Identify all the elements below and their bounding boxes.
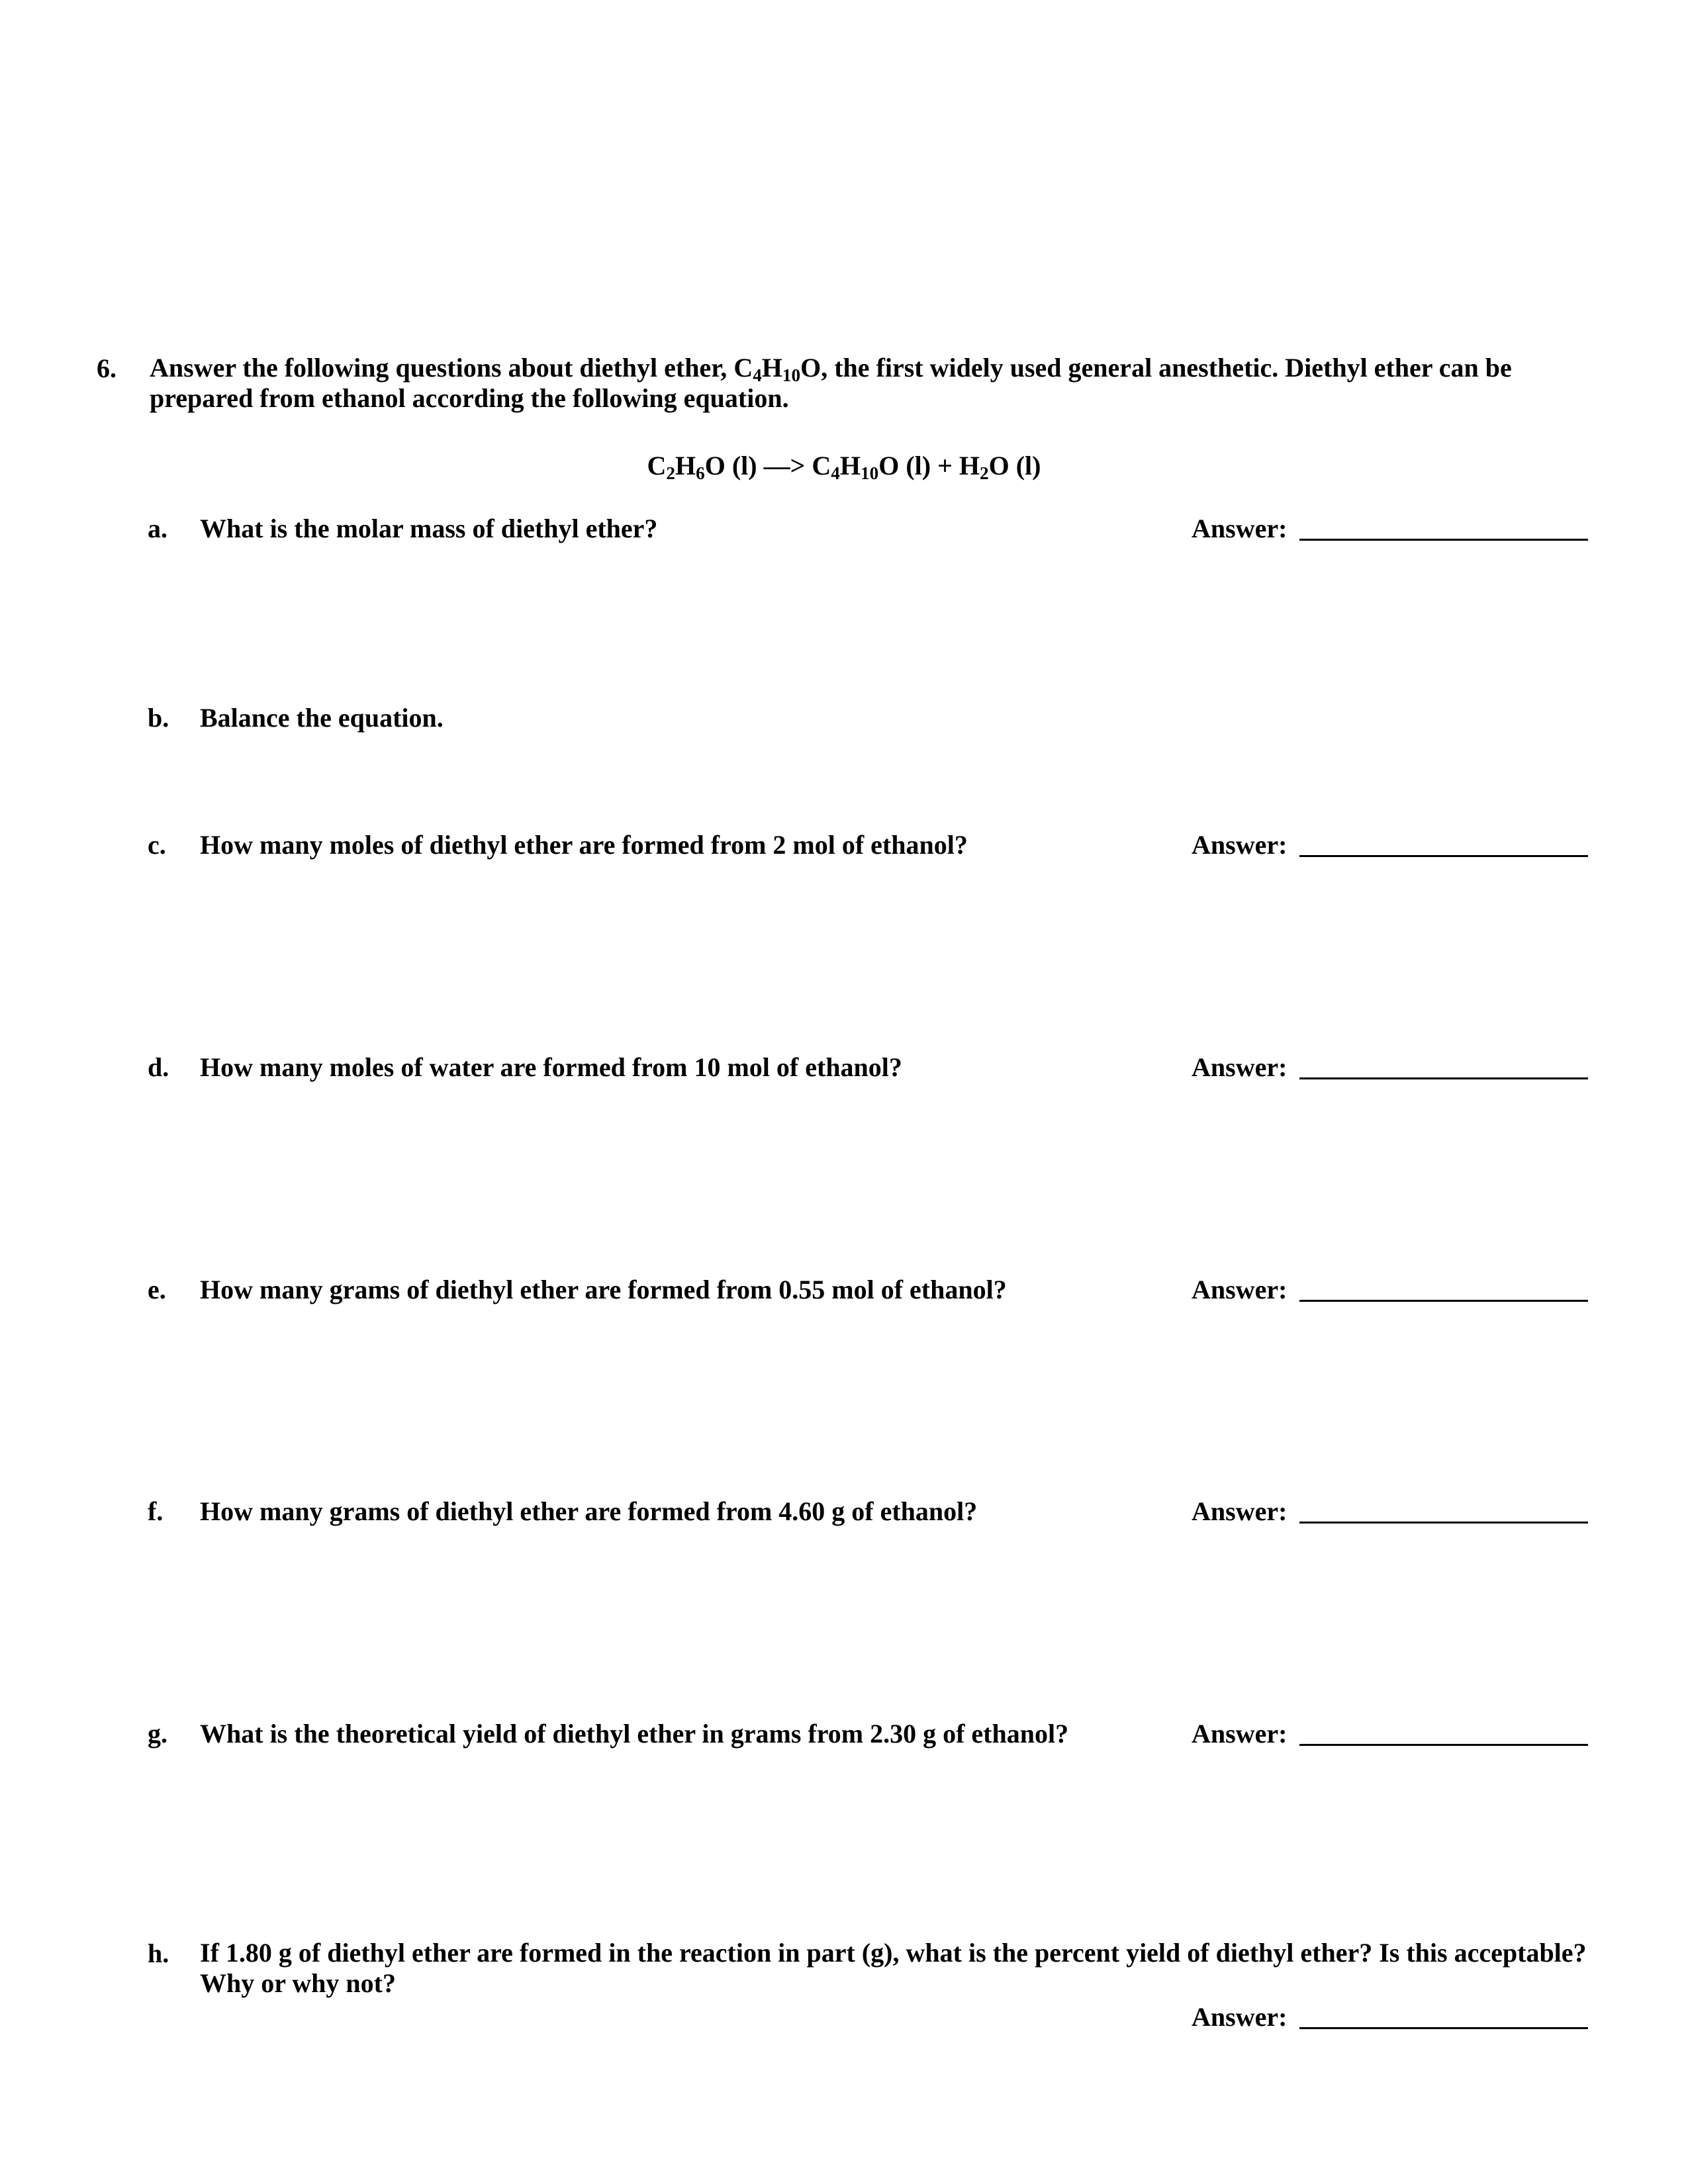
reactant-ethanol: $C_2H_6O$ xyxy=(647,451,726,483)
part-label: f. xyxy=(148,1496,164,1526)
part-question-text: How many moles of water are formed from 10 mol of ethanol? xyxy=(200,1052,902,1082)
question-number: 6. xyxy=(97,353,117,383)
answer-label: Answer: xyxy=(1192,1496,1288,1526)
answer-label: Answer: xyxy=(1192,514,1288,543)
answer-blank[interactable] xyxy=(1299,2027,1588,2029)
answer-blank[interactable] xyxy=(1299,855,1588,857)
part-question-text: What is the theoretical yield of diethyl ether in grams from 2.30 g of ethanol? xyxy=(200,1719,1069,1749)
answer-blank[interactable] xyxy=(1299,1522,1588,1524)
intro-suffix: , the first widely used general anesthetic. Diethyl ether can be prepared from ethanol according the following equation. xyxy=(150,353,1512,413)
answer-blank[interactable] xyxy=(1299,1300,1588,1302)
part-label: d. xyxy=(148,1052,169,1082)
part-label: h. xyxy=(148,1938,169,1968)
answer-label: Answer: xyxy=(1192,1719,1288,1749)
question-intro xyxy=(150,353,1593,414)
part-label: g. xyxy=(148,1719,167,1749)
answer-label: Answer: xyxy=(1192,2002,1288,2032)
answer-blank[interactable] xyxy=(1299,1077,1588,1079)
part-question-text: How many moles of diethyl ether are formed from 2 mol of ethanol? xyxy=(200,830,968,860)
part-label: a. xyxy=(148,514,167,543)
answer-label: Answer: xyxy=(1192,1052,1288,1082)
intro-formula: $C_4H_{10}O$ xyxy=(733,353,821,385)
product-diethyl-ether: $C_4H_{10}O$ xyxy=(812,451,900,483)
chemical-equation: $C_2H_6O$ (l) —> $C_4H_{10}O$ $(l) + H_2O$ (l) xyxy=(647,451,1041,483)
part-question-text: What is the molar mass of diethyl ether? xyxy=(200,514,658,543)
part-label: c. xyxy=(148,830,166,860)
product-water: $H_2O$ xyxy=(959,451,1009,483)
part-question-text: How many grams of diethyl ether are formed from 0.55 mol of ethanol? xyxy=(200,1275,1007,1304)
answer-label: Answer: xyxy=(1192,1275,1288,1304)
intro-prefix: Answer the following questions about diethyl ether, xyxy=(150,353,734,383)
part-question-text: How many grams of diethyl ether are formed from 4.60 g of ethanol? xyxy=(200,1496,978,1526)
part-question-text: Balance the equation. xyxy=(200,703,444,733)
answer-blank[interactable] xyxy=(1299,1744,1588,1746)
part-label: e. xyxy=(148,1275,166,1304)
part-question-text: If 1.80 g of diethyl ether are formed in the reaction in part (g), what is the percent yield of diethyl ether? Is this acceptable? Why or why not? xyxy=(200,1938,1587,1998)
part-label: b. xyxy=(148,703,169,733)
answer-blank[interactable] xyxy=(1299,539,1588,541)
answer-label: Answer: xyxy=(1192,830,1288,860)
